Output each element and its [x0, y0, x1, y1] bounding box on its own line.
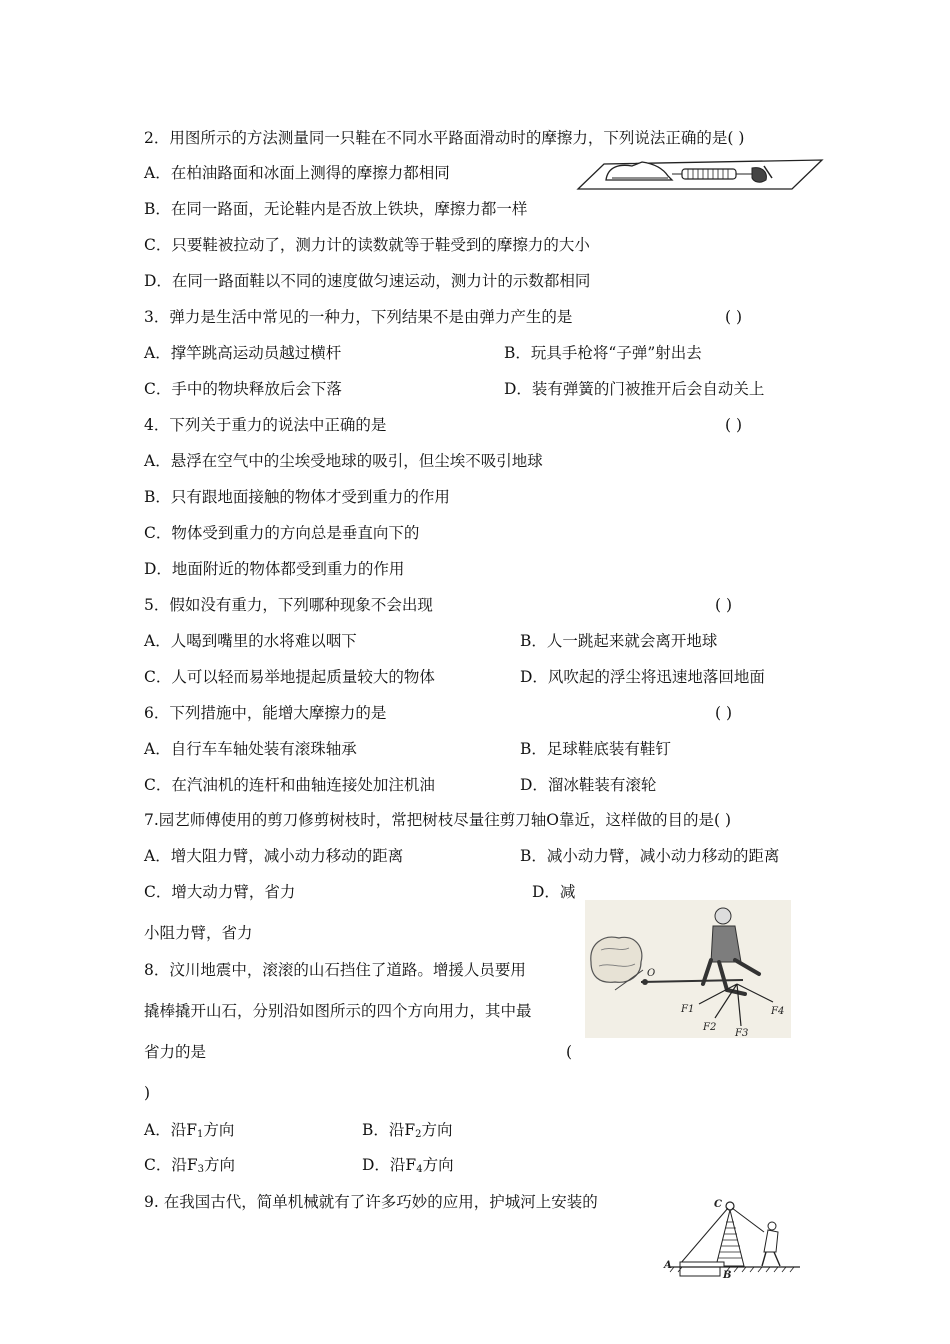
- q3-option-b: B．玩具手枪将“子弹”射出去: [504, 344, 702, 362]
- q8-option-c-prefix: C．沿F: [144, 1156, 198, 1174]
- q4-answer-bracket: ( ): [725, 416, 743, 434]
- q8-option-b-suffix: 方向: [421, 1121, 453, 1139]
- force-label-f4: F4: [771, 1006, 785, 1017]
- force-label-f3: F3: [735, 1028, 749, 1038]
- q8-option-d-prefix: D．沿F: [362, 1156, 417, 1174]
- q7-option-d-part2: 小阻力臂，省力: [144, 924, 253, 942]
- q8-option-a-suffix: 方向: [203, 1121, 235, 1139]
- q5-answer-bracket: ( ): [715, 596, 733, 614]
- q8-option-c-subscript: 3: [197, 1164, 204, 1175]
- q8-option-c-suffix: 方向: [204, 1156, 236, 1174]
- q6-option-b: B．足球鞋底装有鞋钉: [520, 740, 671, 758]
- q8-option-a: [144, 1120, 234, 1145]
- q8-bracket-open: (: [566, 1043, 573, 1061]
- q8-option-a-prefix: A．沿F: [144, 1121, 197, 1139]
- q7-stem: 7.园艺师傅使用的剪刀修剪树枝时，常把树枝尽量往剪刀轴O靠近，这样做的目的是( ): [144, 811, 732, 829]
- q3-option-a: A．撑竿跳高运动员越过横杆: [144, 344, 342, 362]
- q8-option-d-subscript: 4: [416, 1164, 423, 1175]
- q2-option-b: B．在同一路面，无论鞋内是否放上铁块，摩擦力都一样: [144, 200, 528, 218]
- pulley-label-c: C: [714, 1199, 722, 1210]
- q5-option-d: D．风吹起的浮尘将迅速地落回地面: [520, 668, 765, 686]
- q5-option-a: A．人喝到嘴里的水将难以咽下: [144, 632, 357, 650]
- q2-option-c: C．只要鞋被拉动了，测力计的读数就等于鞋受到的摩擦力的大小: [144, 236, 590, 254]
- shoe-spring-scale-figure: [576, 154, 824, 192]
- force-label-f2: F2: [703, 1022, 717, 1033]
- point-label-b: B: [723, 1270, 732, 1281]
- drawbridge-figure: [660, 1196, 810, 1282]
- q2-stem: 2．用图所示的方法测量同一只鞋在不同水平路面滑动时的摩擦力，下列说法正确的是( ): [144, 129, 745, 147]
- q7-option-d-part1: D．减: [532, 883, 576, 901]
- q8-option-b-subscript: 2: [415, 1129, 422, 1140]
- q8-stem-line3: 省力的是: [144, 1043, 207, 1061]
- q8-option-d: [362, 1155, 454, 1180]
- q3-option-d: D．装有弹簧的门被推开后会自动关上: [504, 380, 765, 398]
- q3-option-c: C．手中的物块释放后会下落: [144, 380, 342, 398]
- lever-prying-rock-figure: [585, 900, 791, 1038]
- q6-option-d: D．溜冰鞋装有滚轮: [520, 776, 657, 794]
- pivot-label-o: O: [647, 968, 656, 979]
- q8-stem-line1: 8．汶川地震中，滚滚的山石挡住了道路。增援人员要用: [144, 961, 526, 979]
- q7-option-a: A．增大阻力臂，减小动力移动的距离: [144, 847, 404, 865]
- q8-option-c: [144, 1155, 235, 1180]
- q4-option-b: B．只有跟地面接触的物体才受到重力的作用: [144, 488, 450, 506]
- q8-option-b: [362, 1120, 453, 1145]
- q6-option-a: A．自行车车轴处装有滚珠轴承: [144, 740, 357, 758]
- q2-option-d: D．在同一路面鞋以不同的速度做匀速运动，测力计的示数都相同: [144, 272, 591, 290]
- force-label-f1: F1: [681, 1004, 695, 1015]
- q5-option-b: B．人一跳起来就会离开地球: [520, 632, 718, 650]
- q3-stem: 3．弹力是生活中常见的一种力，下列结果不是由弹力产生的是: [144, 308, 573, 326]
- q5-option-c: C．人可以轻而易举地提起质量较大的物体: [144, 668, 435, 686]
- q9-stem: 9. 在我国古代，简单机械就有了许多巧妙的应用，护城河上安装的: [144, 1193, 598, 1211]
- q4-stem: 4．下列关于重力的说法中正确的是: [144, 416, 387, 434]
- q5-stem: 5．假如没有重力，下列哪种现象不会出现: [144, 596, 433, 614]
- q7-option-c: C．增大动力臂，省力: [144, 883, 296, 901]
- q8-option-b-prefix: B．沿F: [362, 1121, 416, 1139]
- q2-option-a: A．在柏油路面和冰面上测得的摩擦力都相同: [144, 164, 450, 182]
- q4-option-c: C．物体受到重力的方向总是垂直向下的: [144, 524, 420, 542]
- q6-answer-bracket: ( ): [715, 704, 733, 722]
- q8-bracket-close: ): [144, 1084, 151, 1102]
- q8-option-a-subscript: 1: [196, 1129, 204, 1140]
- q8-option-d-suffix: 方向: [422, 1156, 454, 1174]
- q3-answer-bracket: ( ): [725, 308, 743, 326]
- q8-stem-line2: 撬棒撬开山石，分别沿如图所示的四个方向用力，其中最: [144, 1002, 532, 1020]
- q4-option-a: A．悬浮在空气中的尘埃受地球的吸引，但尘埃不吸引地球: [144, 452, 543, 470]
- q4-option-d: D．地面附近的物体都受到重力的作用: [144, 560, 405, 578]
- point-label-a: A: [664, 1260, 672, 1271]
- q6-stem: 6．下列措施中，能增大摩擦力的是: [144, 704, 387, 722]
- q6-option-c: C．在汽油机的连杆和曲轴连接处加注机油: [144, 776, 435, 794]
- q7-option-b: B．减小动力臂，减小动力移动的距离: [520, 847, 780, 865]
